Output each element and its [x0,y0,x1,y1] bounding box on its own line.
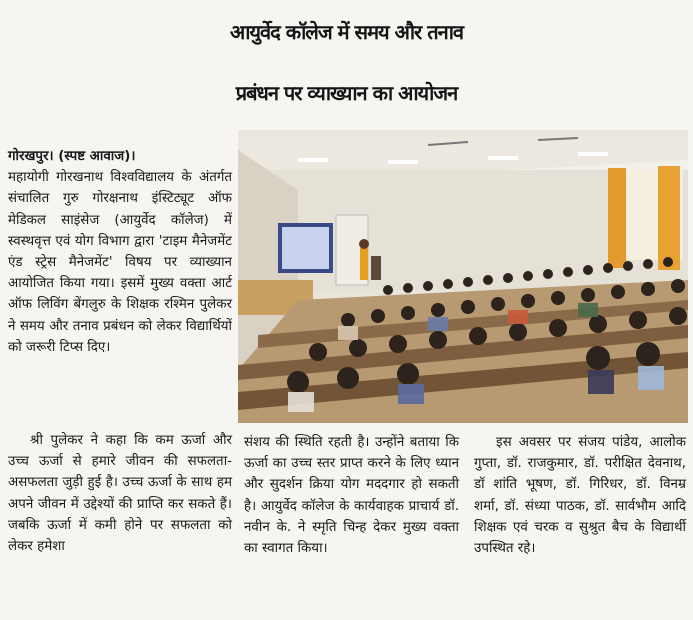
article-column-middle [244,432,459,559]
article-column-right [474,432,686,559]
article-paragraph-2: श्री पुलेकर ने कहा कि कम ऊर्जा और उच्च ऊर्जा से हमारे जीवन की सफलता-असफलता जुड़ी हुई है। उच्च ऊर्जा के साथ हम अपने जीवन में उद्देश्यों की प्राप्ति कर सकते हैं। जबकि ऊर्जा में कमी होने पर सफलता को लेकर हमेशा [8,433,232,555]
article-column-left [8,146,232,358]
headline-line-2: प्रबंधन पर व्याख्यान का आयोजन [235,81,458,105]
article-paragraph-1: महायोगी गोरखनाथ विश्वविद्यालय के अंतर्गत संचालित गुरु गोरक्षनाथ इंस्टिट्यूट ऑफ मेडिकल साइंसेज (आयुर्वेद कॉलेज) में स्वस्थवृत्त एवं योग विभाग द्वारा 'टाइम मैनेजमेंट एंड स्ट्रेस मैनेजमेंट' विषय पर व्याख्यान आयोजित किया गया। इसमें मुख्य वक्ता आर्ट ऑफ लिविंग बेंगलुरु के शिक्षक रश्मिन पुलेकर ने समय और तनाव प्रबंधन को लेकर विद्यार्थियों को जरूरी टिप्स दिए। [8,170,232,355]
headline-line-1: आयुर्वेद कॉलेज में समय और तनाव [229,20,463,44]
article-paragraph-4: इस अवसर पर संजय पांडेय, आलोक गुप्ता, डॉ. राजकुमार, डॉ. परीक्षित देवनाथ, डॉ शांति भूषण, डॉ. गिरिधर, डॉ. विनम्र शर्मा, डॉ. संध्या पाठक, डॉ. सार्वभौम आदि शिक्षक एवं चरक व सुश्रुत बैच के विद्यार्थी उपस्थित रहे। [474,435,686,557]
article-column-left-bottom [8,430,232,557]
dateline: गोरखपुर। (स्पष्ट आवाज)। [8,149,136,164]
article-paragraph-3: संशय की स्थिति रहती है। उन्होंने बताया कि ऊर्जा का उच्च स्तर प्राप्त करने के लिए ध्यान और सुदर्शन क्रिया योग मददगार हो सकती है। आयुर्वेद कॉलेज के कार्यवाहक प्राचार्य डॉ. नवीन के. ने स्मृति चिन्ह देकर मुख्य वक्ता का स्वागत किया। [244,435,459,557]
lecture-hall-photo [238,130,688,423]
